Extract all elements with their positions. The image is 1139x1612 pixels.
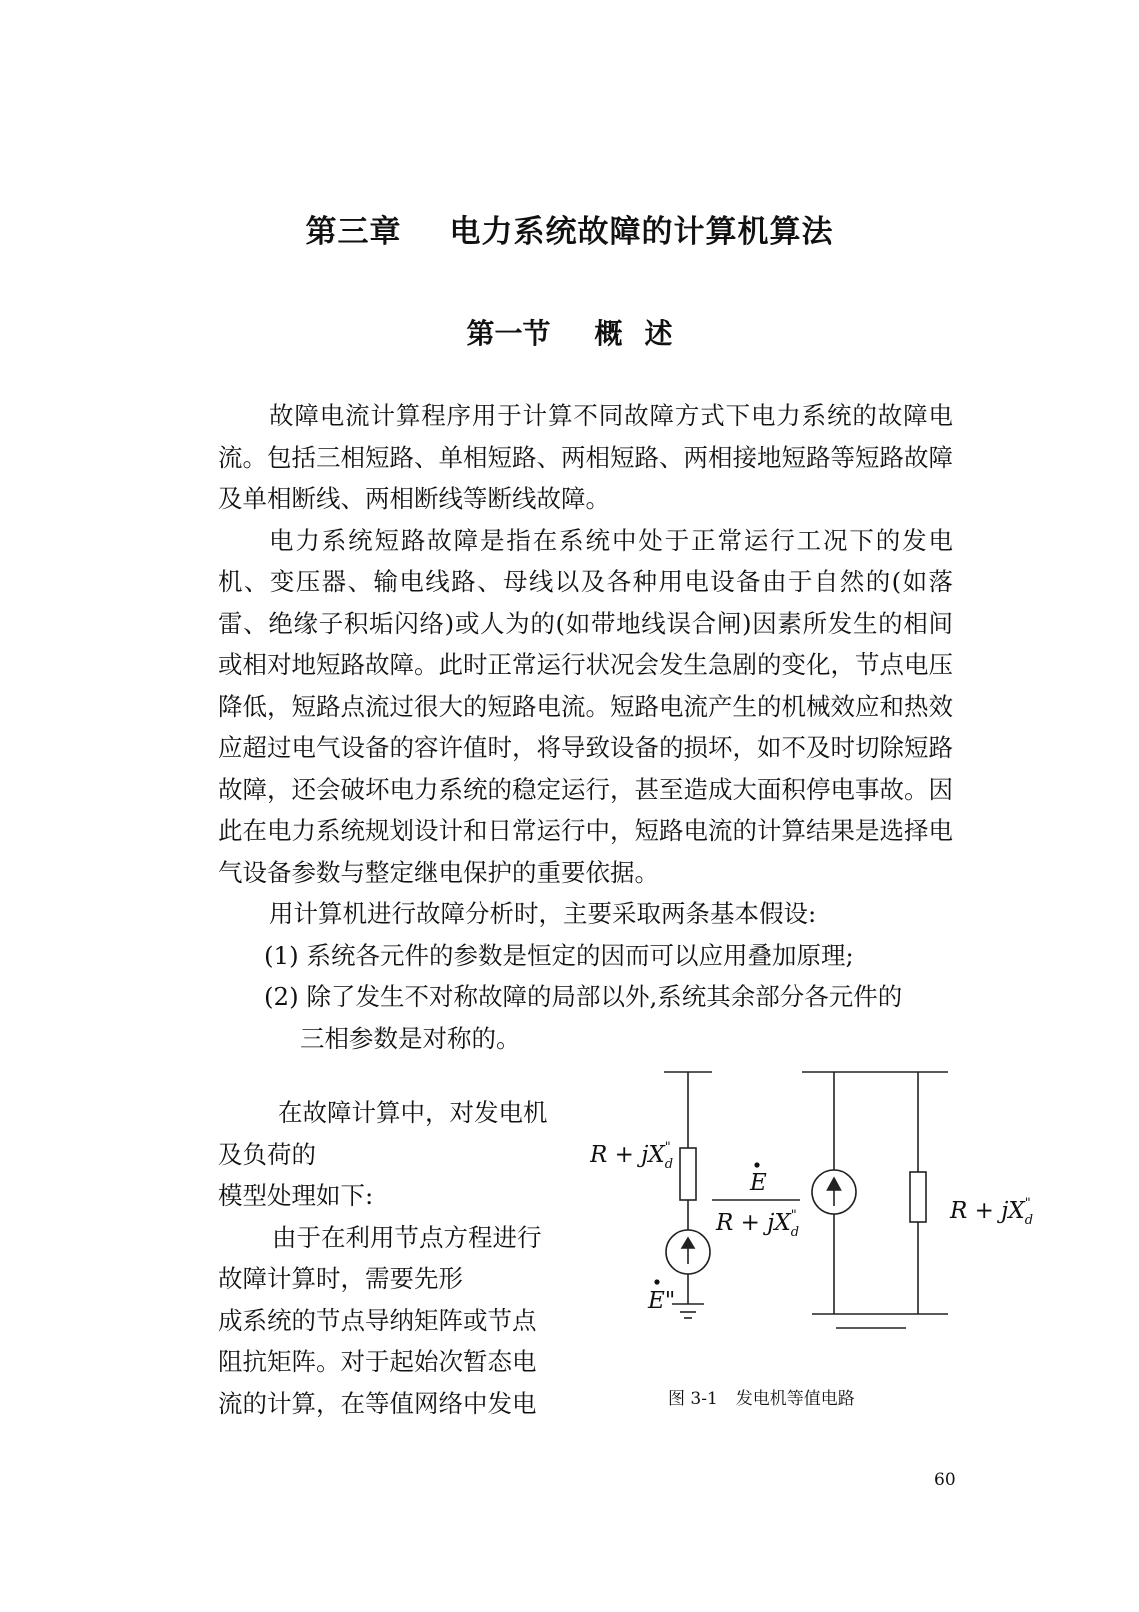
figure-caption: [668, 1384, 855, 1409]
right-impedance-label: R + jX" d: [950, 1196, 1034, 1228]
chapter-title: [0, 206, 1139, 251]
numerator-dot: [755, 1163, 759, 1167]
circuit-right-network: [802, 1072, 948, 1328]
wrapped-text: [218, 1092, 563, 1424]
left-emf-dot: [655, 1280, 659, 1284]
fraction-numerator: E: [750, 1170, 767, 1196]
chapter-heading: 电力系统故障的计算机算法: [449, 214, 834, 250]
paragraph-1: 故障电流计算程序用于计算不同故障方式下电力系统的故障电流。包括三相短路、单相短路、两相短路、两相接地短路等短路故障及单相断线、两相断线等断线故障。: [218, 401, 953, 513]
wrap-line-4: 故障计算时，需要先形: [218, 1264, 463, 1293]
right-impedance-resistor: [910, 1172, 926, 1222]
body-text: [218, 395, 953, 1059]
page-number: 60: [934, 1470, 956, 1490]
section-title: [0, 312, 1139, 352]
wrap-line-2: 模型处理如下:: [218, 1181, 374, 1210]
generator-equivalent-circuit: [590, 1060, 1060, 1380]
left-arrow-head-icon: [682, 1238, 694, 1248]
assumption-2-cont: 三相参数是对称的。: [300, 1023, 521, 1053]
section-label: 第一节: [466, 317, 551, 350]
chapter-label: 第三章: [305, 214, 402, 250]
wrap-line-6: 阻抗矩阵。对于起始次暂态电: [218, 1347, 537, 1376]
wrap-line-5: 成系统的节点导纳矩阵或节点: [218, 1305, 537, 1335]
left-impedance-label: R + jX" d: [590, 1140, 674, 1172]
paragraph-3: 用计算机进行故障分析时，主要采取两条基本假设:: [269, 899, 817, 928]
left-impedance-resistor: [680, 1148, 696, 1200]
caption-text: 发电机等值电路: [735, 1389, 855, 1409]
section-heading-b: 述: [644, 317, 673, 350]
wrap-line-1: 在故障计算中，对发电机及负荷的: [218, 1098, 548, 1169]
section-heading-a: 概: [594, 317, 623, 350]
assumption-2: (2) 除了发生不对称故障的局部以外,系统其余部分各元件的: [264, 982, 903, 1011]
left-emf-label: E": [648, 1288, 676, 1314]
wrap-line-3: 由于在利用节点方程进行: [272, 1222, 542, 1252]
assumption-1: (1) 系统各元件的参数是恒定的因而可以应用叠加原理;: [264, 940, 854, 970]
paragraph-2: 电力系统短路故障是指在系统中处于正常运行工况下的发电机、变压器、输电线路、母线以及各种用电设备由于自然的(如落雷、绝缘子积垢闪络)或人为的(如带地线误合闸)因素所发生的相间或相对地短路故障。此时正常运行状况会发生急剧的变化，节点电压降低，短路点流过很大的短路电流。短路电流产生的机械效应和热效应超过电气设备的容许值时，将导致设备的损坏，如不及时切除短路故障，还会破坏电力系统的稳定运行，甚至造成大面积停电事故。因此在电力系统规划设计和日常运行中，短路电流的计算结果是选择电气设备参数与整定继电保护的重要依据。: [218, 525, 953, 887]
circuit-left-branch: [664, 1072, 712, 1318]
caption-label: 图 3-1: [668, 1389, 718, 1409]
fraction-denominator: R + jX" d: [716, 1208, 800, 1240]
wrap-line-7: 流的计算，在等值网络中发电: [218, 1388, 537, 1418]
